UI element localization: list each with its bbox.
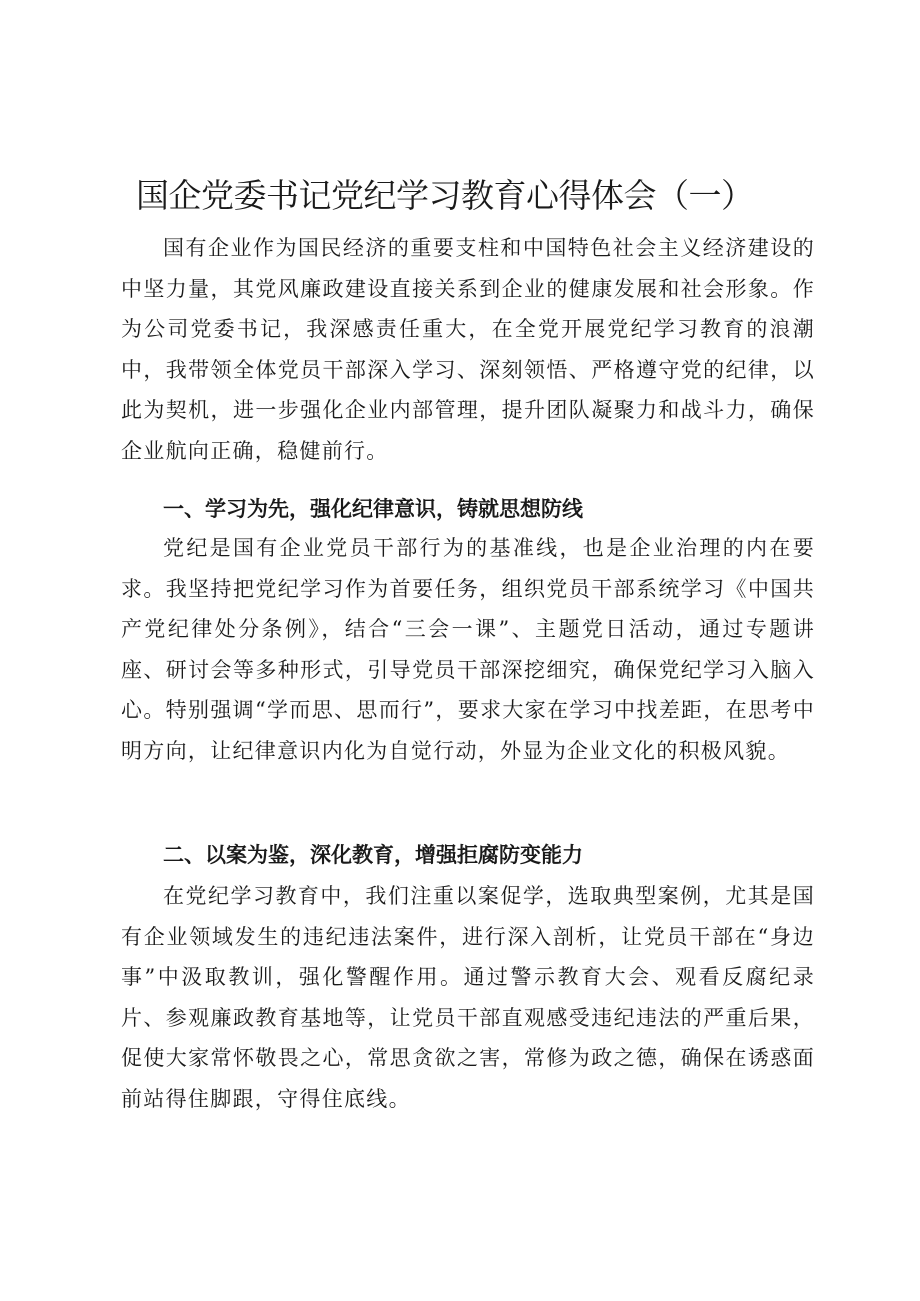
document-title: 国企党委书记党纪学习教育心得体会（一）: [136, 176, 754, 215]
section-body-2: 在党纪学习教育中，我们注重以案促学，选取典型案例，尤其是国有企业领域发生的违纪违法案件，进行深入剖析，让党员干部在“身边事”中汲取教训，强化警醒作用。通过警示教育大会、观看反腐纪录片、参观廉政教育基地等，让党员干部直观感受违纪违法的严重后果，促使大家常怀敬畏之心，常思贪欲之害，常修为政之德，确保在诱惑面前站得住脚跟，守得住底线。: [121, 884, 815, 1111]
intro-paragraph: 国有企业作为国民经济的重要支柱和中国特色社会主义经济建设的中坚力量，其党风廉政建设直接关系到企业的健康发展和社会形象。作为公司党委书记，我深感责任重大，在全党开展党纪学习教育的浪潮中，我带领全体党员干部深入学习、深刻领悟、严格遵守党的纪律，以此为契机，进一步强化企业内部管理，提升团队凝聚力和战斗力，确保企业航向正确，稳健前行。: [121, 236, 815, 463]
section-heading-1: 一、学习为先，强化纪律意识，铸就思想防线: [163, 497, 583, 521]
section-heading-2: 二、以案为鉴，深化教育，增强拒腐防变能力: [163, 843, 583, 867]
section-body-1: 党纪是国有企业党员干部行为的基准线，也是企业治理的内在要求。我坚持把党纪学习作为首要任务，组织党员干部系统学习《中国共产党纪律处分条例》，结合“三会一课”、主题党日活动，通过专题讲座、研讨会等多种形式，引导党员干部深挖细究，确保党纪学习入脑入心。特别强调“学而思、思而行”，要求大家在学习中找差距，在思考中明方向，让纪律意识内化为自觉行动，外显为企业文化的积极风貌。: [121, 536, 815, 763]
